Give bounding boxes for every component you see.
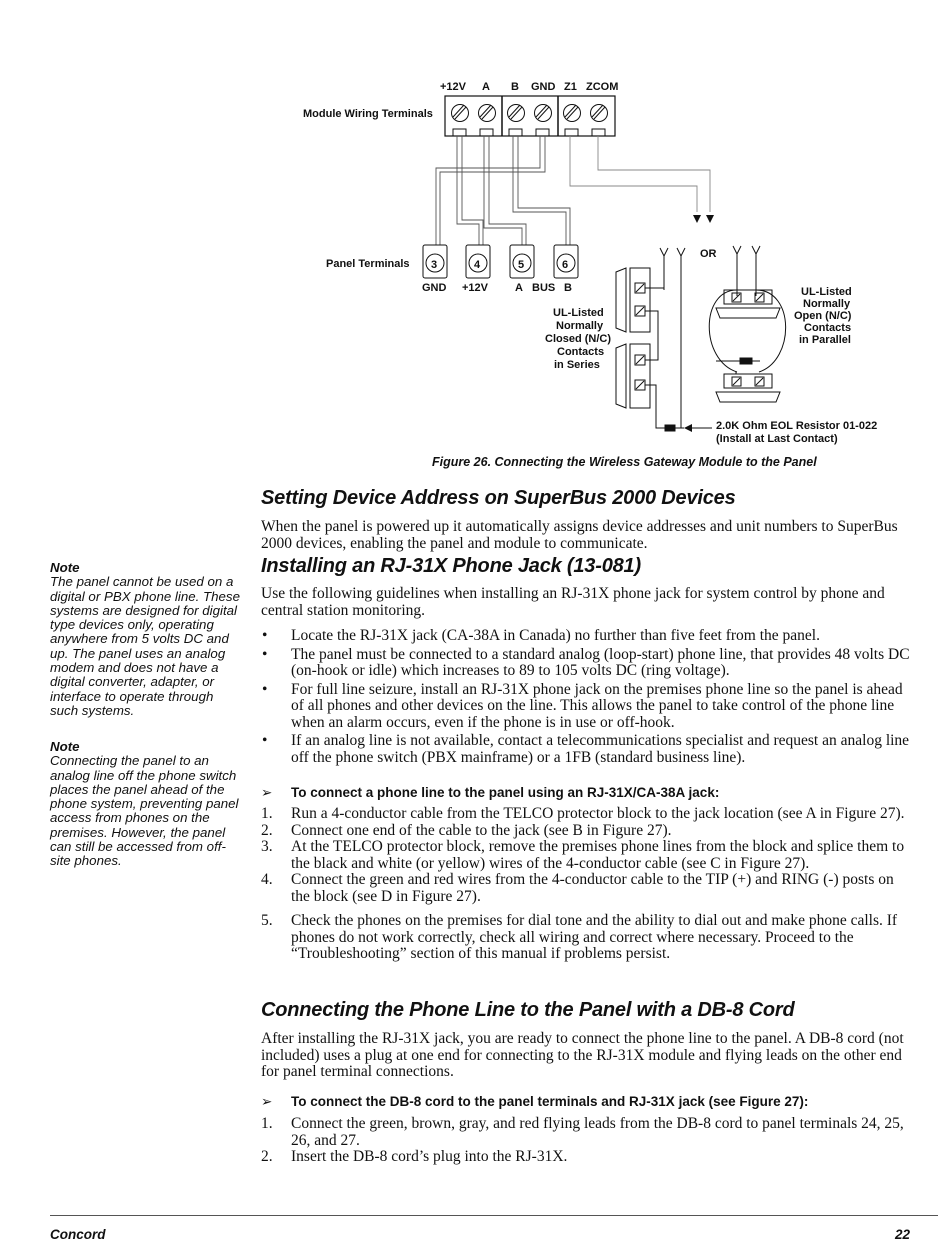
- list-item: [261, 823, 911, 840]
- list-item: [261, 806, 911, 823]
- step-text: Insert the DB-8 cord’s plug into the RJ-31X.: [291, 1148, 568, 1165]
- resistor-pointer-arrow: [684, 424, 692, 432]
- section2-intro: Use the following guidelines when installing an RJ-31X phone jack for system control by phone and central station monitoring.: [261, 585, 885, 619]
- note-text: Connecting the panel to an analog line off the phone switch places the panel ahead of the phone system, preventing panel access from phones on the premises. However, the panel can still be accessed from off-site phones.: [50, 753, 239, 869]
- bus-wires: [436, 136, 710, 245]
- side-note-digital-line: [50, 561, 240, 718]
- heading-setting-device-address: Setting Device Address on SuperBus 2000 Devices: [261, 487, 736, 509]
- list-item: [261, 839, 911, 872]
- procedure-title-db8: [261, 1094, 911, 1110]
- resistor-label-line-1: 2.0K Ohm EOL Resistor 01-022: [716, 420, 878, 432]
- module-terminal-label-12v: +12V: [440, 81, 466, 93]
- guidelines-list: [261, 628, 911, 768]
- panel-terminals-label: Panel Terminals: [326, 258, 410, 270]
- section1-body: When the panel is powered up it automatically assigns device addresses and unit numbers to SuperBus 2000 devices, enabling the panel and module to communicate.: [261, 518, 898, 552]
- note-text: The panel cannot be used on a digital or PBX phone line. These systems are designed for digital type devices only, operating anywhere from 5 volts DC and up. The panel uses an analog modem and does not have a digital converter, adapter, or interface to operate through such systems.: [50, 574, 240, 718]
- procedure-title-text: To connect the DB-8 cord to the panel terminals and RJ-31X jack (see Figure 27):: [291, 1094, 809, 1109]
- heading-installing-rj31x: Installing an RJ-31X Phone Jack (13-081): [261, 555, 641, 577]
- db8-steps: [261, 1116, 911, 1166]
- panel-terminal-5: 5: [518, 259, 525, 271]
- nc-label-line-3: Closed (N/C): [545, 333, 611, 345]
- module-terminal-label-b: B: [511, 81, 519, 93]
- footer-product-name: Concord: [50, 1227, 106, 1242]
- list-item: • For full line seizure, install an RJ-31X phone jack on the premises phone line so the panel is ahead of all phones and other devices on the line. This allows the panel to take control of the phone line when an alarm occurs, even if the phone is in use or off-hook.: [261, 682, 911, 732]
- no-label-line-2: Normally: [803, 298, 851, 310]
- note-title: Note: [50, 560, 80, 575]
- step-text: Connect the green and red wires from the 4-conductor cable to the TIP (+) and RING (-) posts on the block (see D in Figure 27).: [291, 871, 894, 905]
- nc-label-line-5: in Series: [554, 359, 600, 371]
- no-label-line-1: UL-Listed: [801, 286, 852, 298]
- side-note-analog-line: [50, 740, 240, 869]
- panel-terminal-6: 6: [562, 259, 569, 271]
- panel-terminal-name-a: A: [515, 282, 523, 294]
- zone-arrowheads: [693, 215, 714, 223]
- panel-terminal-3: 3: [431, 259, 438, 271]
- step-number: 1.: [261, 805, 273, 822]
- no-label-line-4: Contacts: [804, 322, 852, 334]
- nc-contacts-in-series: [616, 248, 685, 431]
- step-text: Connect one end of the cable to the jack (see B in Figure 27).: [291, 821, 672, 839]
- step-number: 1.: [261, 1115, 273, 1132]
- step-number: 5.: [261, 912, 273, 929]
- step-text: Connect the green, brown, gray, and red flying leads from the DB-8 cord to panel terminals 24, 25, 26, and 27.: [291, 1115, 904, 1149]
- module-terminal-label-z1: Z1: [564, 81, 577, 93]
- panel-terminal-name-gnd: GND: [422, 282, 447, 294]
- step-number: 2.: [261, 1148, 273, 1165]
- nc-label-line-1: UL-Listed: [553, 307, 604, 319]
- procedure-title-text: To connect a phone line to the panel using an RJ-31X/CA-38A jack:: [291, 785, 720, 800]
- panel-terminal-name-bus: BUS: [532, 282, 556, 294]
- step-text: At the TELCO protector block, remove the premises phone lines from the block and splice them to the black and white (or yellow) wires of the 4-conductor cable (see C in Figure 27).: [291, 838, 905, 872]
- module-terminal-label-a: A: [482, 81, 490, 93]
- list-item: [261, 1149, 911, 1166]
- module-wiring-terminals-label: Module Wiring Terminals: [303, 108, 433, 120]
- list-item: [261, 1116, 911, 1149]
- panel-terminal-name-12v: +12V: [462, 282, 488, 294]
- procedure-arrow-icon: ➢: [261, 785, 273, 800]
- panel-terminal-name-b: B: [564, 282, 572, 294]
- step-number: 2.: [261, 821, 273, 839]
- step-text: Run a 4-conductor cable from the TELCO protector block to the jack location (see A in Figure 27).: [291, 805, 905, 822]
- list-item: • The panel must be connected to a standard analog (loop-start) phone line, that provides 48 volts DC (on-hook or idle) which increases to 89 to 105 volts DC (ring voltage).: [261, 647, 911, 680]
- list-item: • If an analog line is not available, contact a telecommunications specialist and request an analog line off the phone switch (PBX mainframe) or a 1FB (standard business line).: [261, 733, 911, 766]
- step-text: Check the phones on the premises for dial tone and the ability to dial out and make phone calls. If phones do not work correctly, check all wiring and correct where necessary. Proceed to the “Troubleshooting” section of this manual if problems persist.: [291, 912, 898, 962]
- nc-label-line-2: Normally: [556, 320, 604, 332]
- list-item: [261, 872, 911, 905]
- procedure-title-rj31x: [261, 785, 911, 801]
- section3-body: After installing the RJ-31X jack, you are ready to connect the phone line to the panel. A DB-8 cord (not included) uses a plug at one end for connecting to the RJ-31X module and flying leads on the other end for panel terminal connections.: [261, 1030, 904, 1080]
- panel-terminal-4: 4: [474, 259, 481, 271]
- list-item: • Locate the RJ-31X jack (CA-38A in Canada) no further than five feet from the panel.: [261, 628, 911, 645]
- rj31x-steps: [261, 806, 911, 963]
- heading-connecting-phone-line: Connecting the Phone Line to the Panel with a DB-8 Cord: [261, 999, 795, 1021]
- module-terminal-block: [445, 96, 615, 136]
- wiring-diagram: [0, 0, 950, 480]
- step-number: 3.: [261, 838, 273, 855]
- step-number: 4.: [261, 871, 273, 888]
- module-terminal-label-zcom: ZCOM: [586, 81, 619, 93]
- page-number: 22: [894, 1227, 910, 1242]
- panel-terminal-blocks: [423, 245, 578, 278]
- no-contacts-in-parallel: [709, 246, 785, 402]
- resistor-label-line-2: (Install at Last Contact): [716, 433, 838, 445]
- module-screw-terminals: [452, 105, 608, 122]
- list-item: [261, 913, 911, 963]
- note-title: Note: [50, 739, 80, 754]
- figure-caption: Figure 26. Connecting the Wireless Gateway Module to the Panel: [432, 455, 817, 469]
- nc-label-line-4: Contacts: [557, 346, 605, 358]
- no-label-line-3: Open (N/C): [794, 310, 852, 322]
- footer-divider: [50, 1215, 938, 1216]
- module-terminal-label-gnd: GND: [531, 81, 556, 93]
- or-label: OR: [700, 248, 717, 260]
- no-label-line-5: in Parallel: [799, 334, 851, 346]
- procedure-arrow-icon: ➢: [261, 1094, 273, 1109]
